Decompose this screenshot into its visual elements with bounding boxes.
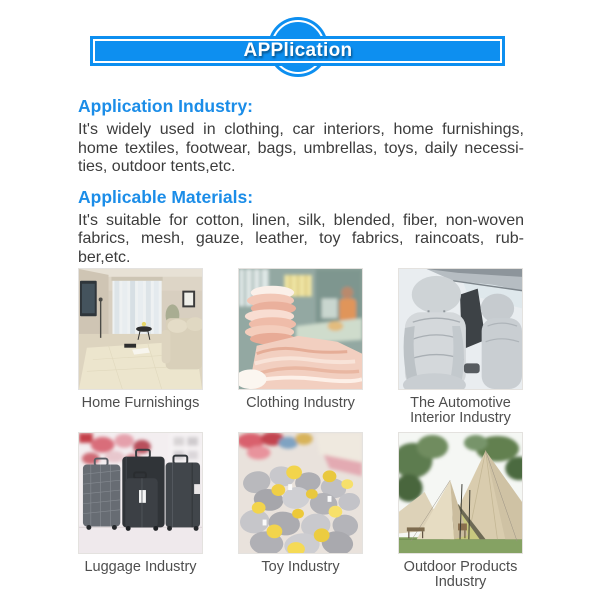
gallery-row-1 (78, 268, 523, 426)
gallery-item-home-furnishings (78, 268, 203, 426)
gallery-caption: Home Furnishings (81, 395, 200, 411)
clothing-industry-image (238, 268, 363, 390)
gallery-row-2 (78, 432, 523, 590)
body-line: It's suitable for cotton, linen, silk, blended, fiber, non-woven (78, 211, 524, 229)
toy-industry-image (238, 432, 363, 554)
gallery-caption: Toy Industry (261, 559, 340, 575)
gallery-item-automotive-interior (398, 268, 523, 426)
body-line: ber,etc. (78, 248, 131, 266)
gallery-caption: The Automotive Interior Industry (410, 395, 511, 426)
application-industry-body (78, 121, 524, 177)
gallery-item-clothing-industry (238, 268, 363, 426)
content-area (78, 96, 524, 269)
banner-title: APPlication (243, 40, 353, 61)
gallery-item-toy-industry (238, 432, 363, 590)
gallery-item-outdoor-products (398, 432, 523, 590)
body-line: It's widely used in clothing, car interiors, home furnishings, (78, 121, 524, 138)
gallery-caption: Luggage Industry (84, 559, 197, 575)
luggage-industry-image (78, 432, 203, 554)
home-furnishings-image (78, 268, 203, 390)
body-line: ties, outdoor tents,etc. (78, 158, 236, 175)
gallery-item-luggage-industry (78, 432, 203, 590)
body-line: fabrics, mesh, gauze, leather, toy fabrics, raincoats, rub- (78, 230, 524, 247)
gallery-caption: Clothing Industry (246, 395, 355, 411)
outdoor-products-image (398, 432, 523, 554)
body-line: home textiles, footwear, bags, umbrellas, toys, daily necessi- (78, 139, 524, 157)
automotive-interior-image (398, 268, 523, 390)
applicable-materials-body (78, 212, 524, 268)
gallery-caption: Outdoor Products Industry (403, 559, 518, 590)
application-industry-heading: Application Industry: (78, 96, 253, 116)
applicable-materials-heading: Applicable Materials: (78, 186, 254, 207)
